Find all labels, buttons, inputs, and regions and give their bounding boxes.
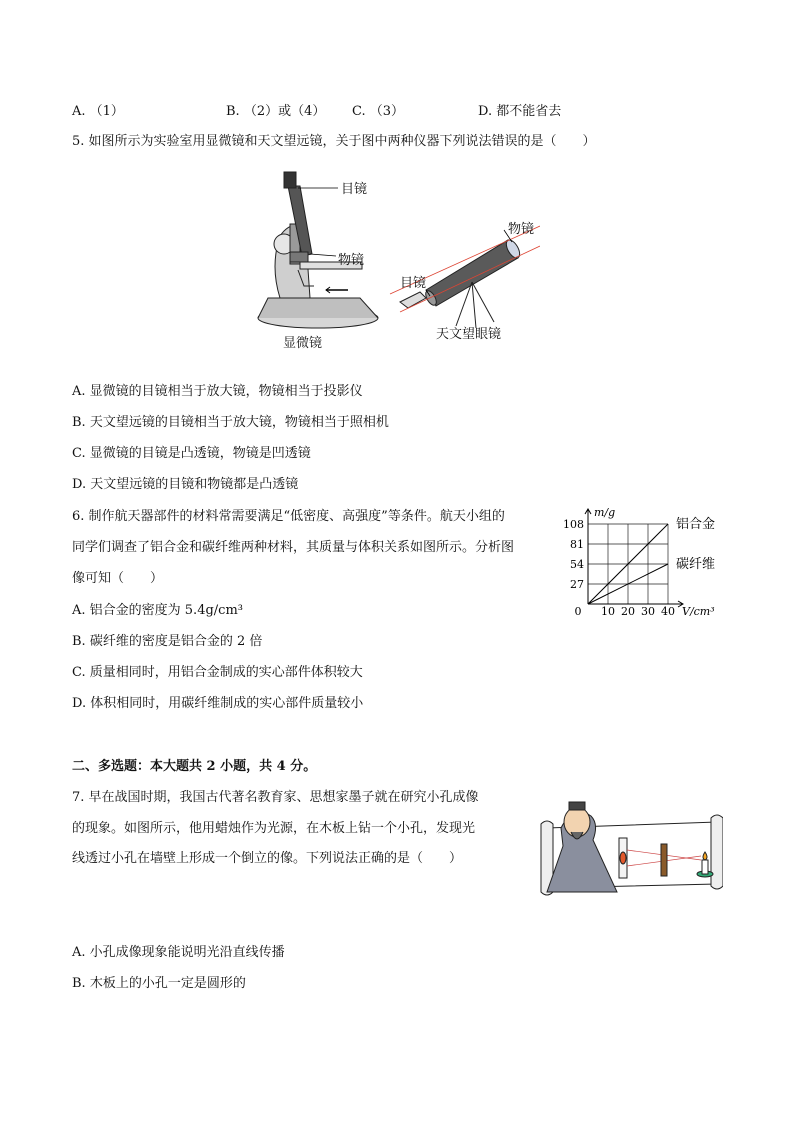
mic-objective-label: 物镜 [338, 253, 365, 268]
x-tick-label: 20 [621, 605, 635, 616]
q6-stem-line-2: 同学们调查了铝合金和碳纤维两种材料，其质量与体积关系如图所示。分析图 [72, 540, 515, 555]
q5-figure [250, 166, 540, 356]
mic-eyepiece-label: 目镜 [341, 182, 368, 197]
y-tick-label: 81 [570, 538, 584, 551]
section-title: 二、多选题：本大题共 2 小题，共 4 分。 [72, 759, 317, 774]
q5-stem: 5. 如图所示为实验室用显微镜和天文望远镜，关于图中两种仪器下列说法错误的是（ ） [72, 134, 596, 149]
y-tick-label: 27 [570, 578, 584, 591]
mic-caption: 显微镜 [283, 336, 323, 351]
q4-option-a: A. （1） [72, 104, 124, 119]
q6-option-b: B. 碳纤维的密度是铝合金的 2 倍 [72, 634, 263, 649]
q4-option-d: D. 都不能省去 [478, 104, 562, 119]
tel-objective-label: 物镜 [508, 222, 535, 237]
x-axis-label: V/cm³ [682, 605, 715, 616]
series-label: 碳纤维 [676, 557, 716, 572]
y-tick-label: 108 [563, 518, 584, 531]
q7-mozi-figure [533, 788, 723, 898]
q7-option-b: B. 木板上的小孔一定是圆形的 [72, 976, 246, 991]
q4-option-c: C. （3） [352, 104, 405, 119]
q7-stem-line-2: 的现象。如图所示，他用蜡烛作为光源，在木板上钻一个小孔，发现光 [72, 821, 476, 836]
q6-option-c: C. 质量相同时，用铝合金制成的实心部件体积较大 [72, 665, 363, 680]
series-label: 铝合金 [676, 517, 716, 532]
x-tick-label: 0 [574, 605, 582, 616]
q5-option-b: B. 天文望远镜的目镜相当于放大镜，物镜相当于照相机 [72, 415, 389, 430]
y-tick-label: 54 [570, 558, 584, 571]
q7-stem-line-3: 线透过小孔在墙壁上形成一个倒立的像。下列说法正确的是（ ） [72, 851, 463, 866]
q4-option-b: B. （2）或（4） [226, 104, 326, 119]
x-tick-label: 40 [661, 605, 675, 616]
q6-stem-line-1: 6. 制作航天器部件的材料常需要满足“低密度、高强度”等条件。航天小组的 [72, 509, 505, 524]
q5-option-c: C. 显微镜的目镜是凸透镜，物镜是凹透镜 [72, 446, 311, 461]
q6-option-a: A. 铝合金的密度为 5.4g/cm³ [72, 603, 243, 618]
q5-option-d: D. 天文望远镜的目镜和物镜都是凸透镜 [72, 477, 299, 492]
tel-caption: 天文望眼镜 [436, 327, 502, 342]
q6-option-d: D. 体积相同时，用碳纤维制成的实心部件质量较小 [72, 696, 364, 711]
q7-stem-line-1: 7. 早在战国时期，我国古代著名教育家、思想家墨子就在研究小孔成像 [72, 790, 479, 805]
x-tick-label: 10 [601, 605, 615, 616]
y-axis-label: m/g [594, 506, 616, 519]
tel-eyepiece-label: 目镜 [400, 276, 427, 291]
q6-stem-line-3: 像可知（ ） [72, 571, 164, 586]
q5-option-a: A. 显微镜的目镜相当于放大镜，物镜相当于投影仪 [72, 384, 363, 399]
mass-volume-chart [560, 504, 720, 616]
x-tick-label: 30 [641, 605, 655, 616]
q7-option-a: A. 小孔成像现象能说明光沿直线传播 [72, 945, 285, 960]
